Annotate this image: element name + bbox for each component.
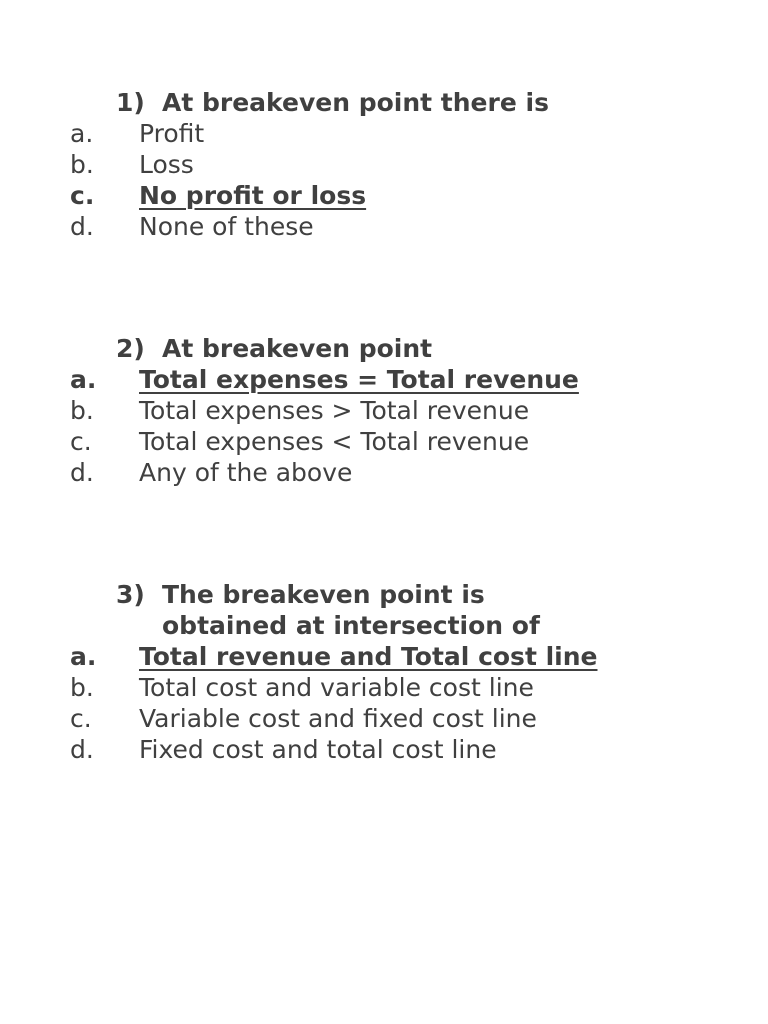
option-text: Variable cost and fixed cost line bbox=[139, 704, 537, 733]
question-text: The breakeven point is obtained at intersection of bbox=[162, 580, 540, 640]
option-text: None of these bbox=[139, 212, 314, 241]
option-text: No profit or loss bbox=[139, 181, 367, 210]
question-number: 1) bbox=[116, 88, 145, 117]
option-a-correct-answer bbox=[0, 364, 768, 395]
option-letter: b. bbox=[70, 150, 94, 179]
option-d bbox=[0, 211, 768, 242]
option-letter: a. bbox=[70, 365, 97, 394]
option-b bbox=[0, 149, 768, 180]
option-letter: c. bbox=[70, 427, 92, 456]
option-letter: b. bbox=[70, 396, 94, 425]
question-heading bbox=[0, 333, 768, 364]
option-c-correct-answer bbox=[0, 180, 768, 211]
question-text: At breakeven point bbox=[162, 334, 433, 363]
option-letter: d. bbox=[70, 212, 94, 241]
option-text: Loss bbox=[139, 150, 194, 179]
option-a bbox=[0, 118, 768, 149]
option-c bbox=[0, 426, 768, 457]
option-text: Total revenue and Total cost line bbox=[139, 642, 598, 671]
option-text: Total expenses > Total revenue bbox=[139, 396, 530, 425]
option-text: Total expenses < Total revenue bbox=[139, 427, 530, 456]
option-text: Total cost and variable cost line bbox=[139, 673, 534, 702]
question-2 bbox=[0, 333, 768, 488]
option-letter: d. bbox=[70, 458, 94, 487]
option-letter: c. bbox=[70, 704, 92, 733]
option-text: Fixed cost and total cost line bbox=[139, 735, 497, 764]
question-number: 3) bbox=[116, 580, 145, 609]
option-b bbox=[0, 395, 768, 426]
question-1 bbox=[0, 87, 768, 242]
question-heading bbox=[0, 579, 768, 641]
question-heading bbox=[0, 87, 768, 118]
option-d bbox=[0, 457, 768, 488]
option-letter: c. bbox=[70, 181, 95, 210]
option-letter: d. bbox=[70, 735, 94, 764]
option-b bbox=[0, 672, 768, 703]
option-letter: a. bbox=[70, 642, 97, 671]
option-c bbox=[0, 703, 768, 734]
question-text: At breakeven point there is bbox=[162, 88, 549, 117]
option-text: Profit bbox=[139, 119, 205, 148]
option-a-correct-answer bbox=[0, 641, 768, 672]
option-text: Total expenses = Total revenue bbox=[139, 365, 579, 394]
question-3 bbox=[0, 579, 768, 765]
option-d bbox=[0, 734, 768, 765]
option-text: Any of the above bbox=[139, 458, 353, 487]
option-letter: a. bbox=[70, 119, 94, 148]
option-letter: b. bbox=[70, 673, 94, 702]
question-number: 2) bbox=[116, 334, 145, 363]
